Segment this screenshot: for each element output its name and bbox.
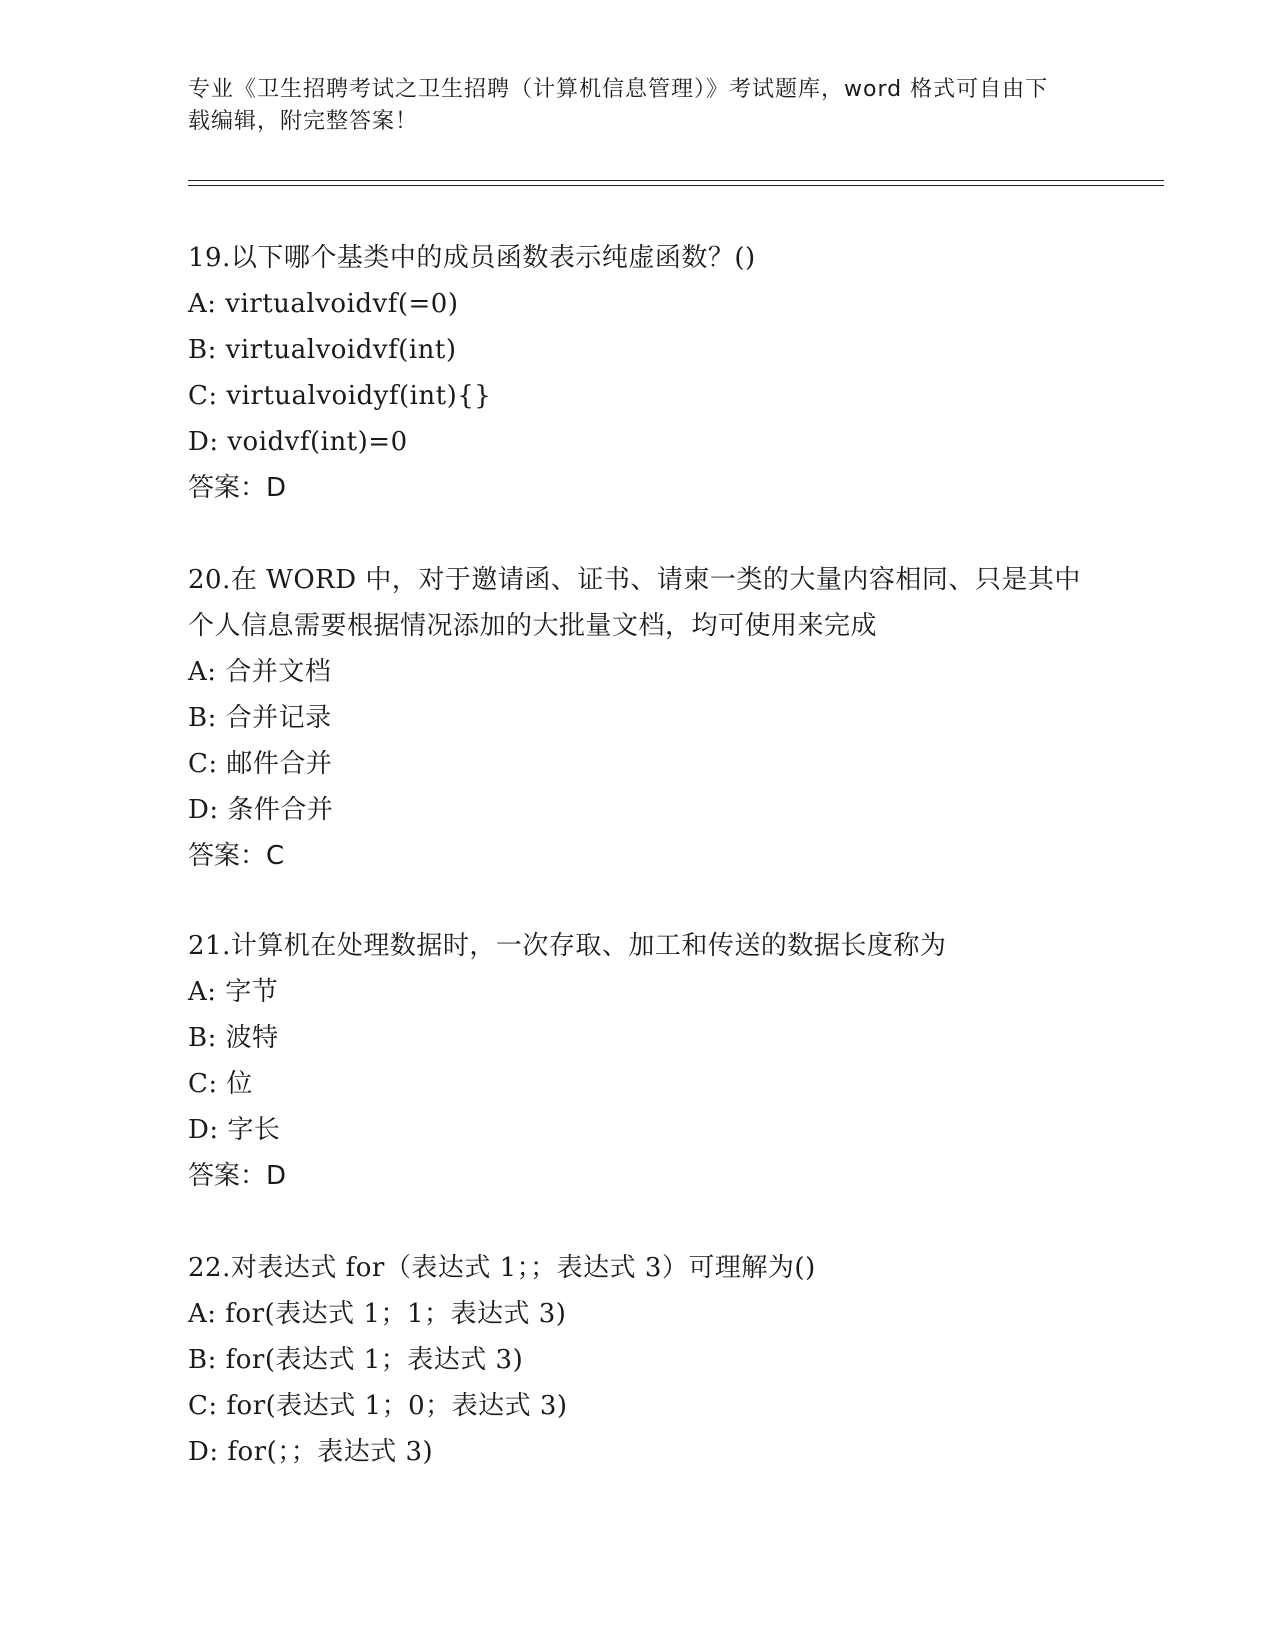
question-stem: 21.计算机在处理数据时，一次存取、加工和传送的数据长度称为 xyxy=(188,931,947,961)
header-rule-top xyxy=(188,180,1164,181)
option-d: D: for(；；表达式 3) xyxy=(188,1437,434,1467)
question-20 xyxy=(188,557,1088,879)
option-a: A: for(表达式 1；1；表达式 3) xyxy=(188,1299,567,1329)
option-c: C: 邮件合并 xyxy=(188,749,333,779)
question-22 xyxy=(188,1245,1088,1475)
option-b: B: 合并记录 xyxy=(188,703,332,733)
answer: 答案：D xyxy=(188,1161,287,1191)
option-d: D: 字长 xyxy=(188,1115,281,1145)
question-19 xyxy=(188,235,1088,511)
answer: 答案：D xyxy=(188,473,287,503)
header-rule-bottom xyxy=(188,185,1164,186)
question-stem: 20.在 WORD 中，对于邀请函、证书、请柬一类的大量内容相同、只是其中个人信息需要根据情况添加的大批量文档，均可使用来完成 xyxy=(188,565,1081,641)
option-a: A: 合并文档 xyxy=(188,657,332,687)
question-21 xyxy=(188,923,1088,1199)
option-d: D: voidvf(int)=0 xyxy=(188,427,408,457)
option-c: C: 位 xyxy=(188,1069,253,1099)
option-b: B: for(表达式 1；表达式 3) xyxy=(188,1345,524,1375)
option-a: A: virtualvoidvf(=0) xyxy=(188,289,459,319)
question-stem: 22.对表达式 for（表达式 1；；表达式 3）可理解为() xyxy=(188,1253,816,1283)
answer: 答案：C xyxy=(188,841,285,871)
option-a: A: 字节 xyxy=(188,977,279,1007)
option-c: C: virtualvoidyf(int){} xyxy=(188,381,492,411)
question-stem: 19.以下哪个基类中的成员函数表示纯虚函数？() xyxy=(188,243,756,273)
option-d: D: 条件合并 xyxy=(188,795,334,825)
option-c: C: for(表达式 1；0；表达式 3) xyxy=(188,1391,568,1421)
option-b: B: virtualvoidvf(int) xyxy=(188,335,457,365)
header-intro: 专业《卫生招聘考试之卫生招聘（计算机信息管理）》考试题库，word 格式可自由下载编辑，附完整答案！ xyxy=(188,77,1049,134)
option-b: B: 波特 xyxy=(188,1023,279,1053)
